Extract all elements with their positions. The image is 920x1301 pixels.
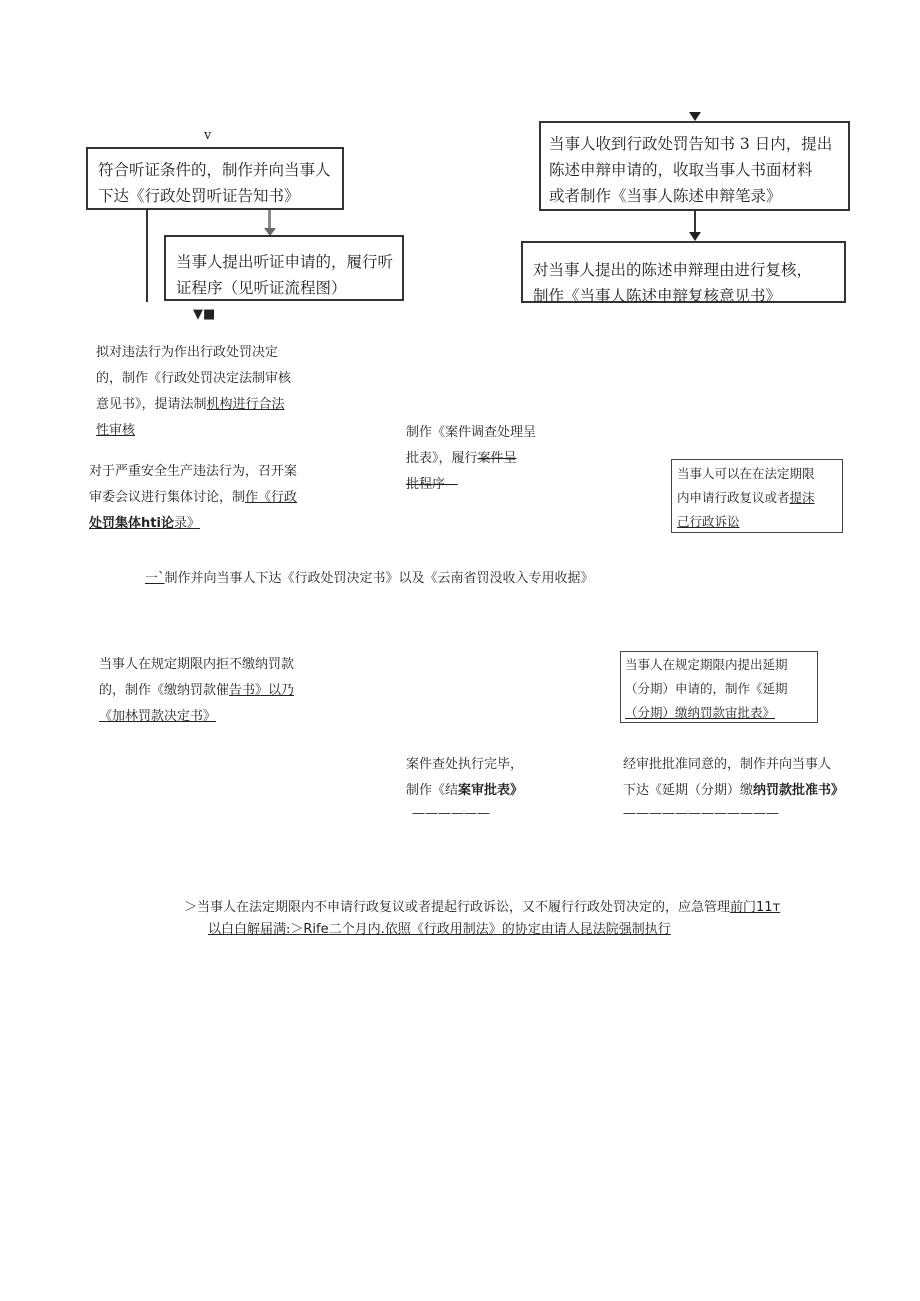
approval-line-2a: 下达《延期（分期）缴 xyxy=(623,783,754,798)
approval-line-2b: 纳罚款批准书》 xyxy=(753,783,845,798)
enforcement-line-2 xyxy=(184,919,780,941)
appeal-line-2b: 提沫 xyxy=(789,490,815,505)
investigation-line-3: 批程序— xyxy=(406,477,459,492)
collective-line-3b: hti论 xyxy=(141,516,174,531)
appeal-line-2 xyxy=(677,486,842,510)
investigation-line-2b: 案件呈 xyxy=(477,451,517,466)
collective-text xyxy=(89,459,297,537)
arrow-down-icon-statement xyxy=(689,232,701,241)
arrow-down-icon-top xyxy=(689,112,701,121)
refuse-pay-line-3: 《加林罚款决定书》 xyxy=(99,709,217,724)
refuse-pay-line-2a: 的，制作《缴纳罚款催 xyxy=(99,683,230,698)
refuse-pay-line-2b: 告书》以乃 xyxy=(229,683,295,698)
collective-line-2b: 作《行政 xyxy=(245,490,298,505)
approval-line-3: ———————————— xyxy=(623,806,779,821)
hearing-request-line-2: 证程序（见听证流程图） xyxy=(176,279,347,297)
legal-review-line-1: 拟对违法行为作出行政处罚决定 xyxy=(96,345,279,360)
refuse-pay-text xyxy=(99,652,294,730)
hearing-notice-line-1: 符合听证条件的，制作并向当事人 xyxy=(98,161,331,179)
approval-line-2 xyxy=(623,778,844,804)
investigation-text xyxy=(406,420,536,498)
decision-prefix: 一` xyxy=(145,571,165,586)
legal-review-text xyxy=(96,340,291,444)
enforcement-line-1a: ＞当事人在法定期限内不申请行政复议或者提起行政诉讼，又不履行行政处罚决定的，应急管理 xyxy=(184,900,731,915)
collective-line-3a: 处罚集体 xyxy=(89,516,142,531)
installment-line-3: （分期）缴纳罚款宙批表》 xyxy=(625,705,776,720)
decision-text xyxy=(145,566,594,592)
hearing-notice-box xyxy=(86,147,344,210)
hearing-notice-line-2: 下达《行政处罚听证告知书》 xyxy=(98,187,300,205)
appeal-line-3: 己行政诉讼 xyxy=(677,514,740,529)
approval-text xyxy=(623,752,844,824)
legal-review-line-3a: 意见书》，提请法制 xyxy=(96,397,207,412)
installment-line-1: 当事人在规定期限内提出延期 xyxy=(625,657,788,672)
investigation-line-2a: 批表》，履行 xyxy=(406,451,478,466)
enforcement-line-2b: Rife xyxy=(303,922,329,937)
appeal-box xyxy=(671,459,843,533)
refuse-pay-line-1: 当事人在规定期限内拒不缴纳罚款 xyxy=(99,657,295,672)
investigation-line-1: 制作《案件调查处理呈 xyxy=(406,425,537,440)
case-close-line-2 xyxy=(406,778,523,804)
arrow-marker-v: v xyxy=(204,128,212,143)
enforcement-line-1 xyxy=(184,897,780,919)
case-close-line-1: 案件查处执行完毕， xyxy=(406,757,524,772)
collective-line-2a: 审委会议进行集体讨论，制 xyxy=(89,490,246,505)
legal-review-line-2: 的，制作《行政处罚决定法制审核 xyxy=(96,371,292,386)
hearing-request-box xyxy=(164,235,404,301)
installment-box xyxy=(620,651,818,723)
enforcement-line-2a: 以白白解届满:＞ xyxy=(208,922,304,937)
legal-review-line-3b: 机构进行合法 xyxy=(206,397,285,412)
legal-review-line-4: 性审核 xyxy=(96,423,136,438)
enforcement-line-2c: 二个月内.依照《行政用制法》的协定由请人昆法院强制执行 xyxy=(328,922,671,937)
case-close-line-2b: 案审批表》 xyxy=(458,783,524,798)
enforcement-text xyxy=(184,897,780,941)
review-box xyxy=(521,241,846,303)
statement-box xyxy=(539,121,850,211)
collective-line-1: 对于严重安全生产违法行为，召开案 xyxy=(89,464,298,479)
approval-line-1: 经审批批准同意的，制作并向当事人 xyxy=(623,757,832,772)
enforcement-line-1c: 11т xyxy=(756,900,781,915)
appeal-line-1: 当事人可以在在法定期限 xyxy=(677,466,815,481)
legal-review-line-3 xyxy=(96,392,291,418)
case-close-text xyxy=(406,752,523,824)
review-line-2: 制作《当事人陈述申辩复核意见书》 xyxy=(533,287,782,305)
collective-line-3c: 录》 xyxy=(173,516,200,531)
appeal-line-2a: 内申请行政复议或者 xyxy=(677,490,790,505)
case-close-line-3: —————— xyxy=(412,806,490,821)
installment-line-2: （分期）申请的，制作《延期 xyxy=(625,681,788,696)
refuse-pay-line-2 xyxy=(99,678,294,704)
connector-left-vertical xyxy=(146,210,148,302)
decision-line xyxy=(145,566,594,592)
collective-line-2 xyxy=(89,485,297,511)
statement-line-3: 或者制作《当事人陈述申辩笔录》 xyxy=(549,187,782,205)
collective-line-3 xyxy=(89,511,297,537)
investigation-line-2 xyxy=(406,446,536,472)
enforcement-line-1b: 前门 xyxy=(730,900,757,915)
statement-line-2: 陈述申辩申请的，收取当事人书面材料 xyxy=(549,161,813,179)
case-close-line-2a: 制作《结 xyxy=(406,783,459,798)
decision-body: 制作并向当事人下达《行政处罚决定书》以及《云南省罚没收入专用收据》 xyxy=(164,571,594,586)
hearing-request-line-1: 当事人提出听证申请的，履行听 xyxy=(176,253,394,271)
statement-line-1: 当事人收到行政处罚告知书 3 日内，提出 xyxy=(549,135,833,153)
arrow-marker-down-square: ▼■ xyxy=(193,307,216,322)
review-line-1: 对当事人提出的陈述申辩理由进行复核， xyxy=(533,261,813,279)
